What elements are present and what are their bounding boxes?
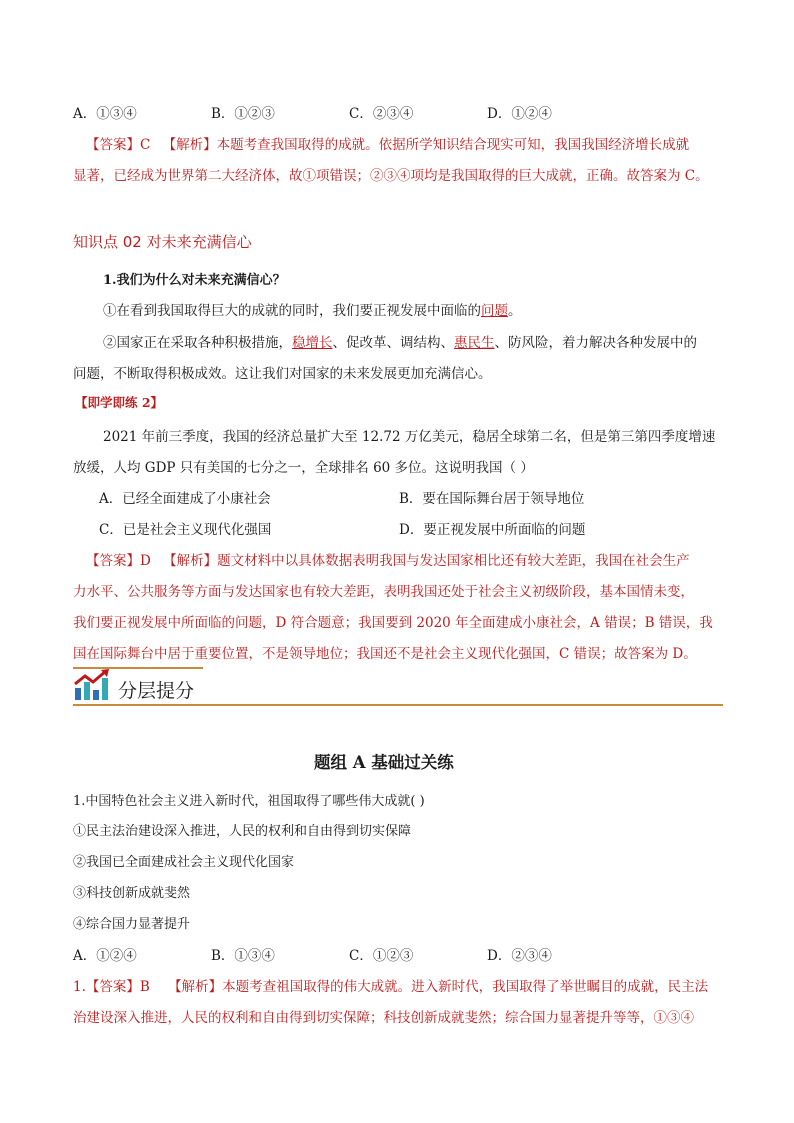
prev-answer-line2: 显著，已经成为世界第二大经济体，故①项错误；②③④项均是我国取得的巨大成就，正确。故答案为 C。 [73, 168, 709, 184]
group-a-item-3: ③科技创新成就斐然 [73, 886, 191, 901]
practice-answer-line4: 国在国际舞台中居于重要位置，不是领导地位；我国还不是社会主义现代化强国，C 错误；故答案为 D。 [73, 646, 697, 662]
group-a-item-4: ④综合国力显著提升 [73, 917, 191, 932]
practice-answer-line3: 我们要正视发展中所面临的问题，D 符合题意；我国要到 2020 年全面建成小康社会，A 错误；B 错误，我 [73, 615, 713, 631]
practice-option-b: B．要在国际舞台居于领导地位 [399, 491, 585, 507]
kp-point-2-text-a: ②国家正在采取各种积极措施， [103, 335, 292, 351]
group-a-q1-stem: 1.中国特色社会主义进入新时代，祖国取得了哪些伟大成就( ) [73, 794, 425, 809]
practice-option-d: D．要正视发展中所面临的问题 [399, 522, 586, 538]
option-c: C．①②③ [349, 948, 414, 964]
analysis-label: 【解析】 [162, 137, 217, 153]
analysis-label: 【解析】 [163, 553, 218, 569]
kp-point-1-end: 。 [508, 303, 522, 319]
group-a-item-2: ②我国已全面建成社会主义现代化国家 [73, 855, 295, 870]
option-d: D．②③④ [487, 948, 552, 964]
practice-label: 【即学即练 2】 [75, 395, 164, 410]
option-b: B．①②③ [211, 106, 275, 122]
practice-stem-line1: 2021 年前三季度，我国的经济总量扩大至 12.72 万亿美元，稳居全球第二名，但是第三第四季度增速 [103, 429, 716, 445]
practice-answer-line2: 力水平、公共服务等方面与发达国家也有较大差距，表明我国还处于社会主义初级阶段，基本国情未变， [73, 584, 694, 600]
option-b: B．①③④ [211, 948, 275, 964]
kp-point-1-text: ①在看到我国取得巨大的成就的同时，我们要正视发展中面临的 [103, 303, 481, 319]
analysis-text: 题文材料中以具体数据表明我国与发达国家相比还有较大差距，我国在社会生产 [217, 553, 690, 569]
growth-chart-icon [73, 668, 111, 702]
knowledge-point-title: 知识点 02 对未来充满信心 [73, 233, 252, 251]
answer-label: 【答案】B [85, 979, 150, 995]
kp-keyword-stable-growth: 稳增长 [292, 335, 333, 351]
kp-keyword-problem: 问题 [481, 303, 508, 319]
kp-point-2-text-c: 、防风险，着力解决各种发展中的 [494, 335, 697, 351]
kp-point-2-text-b: 、促改革、调结构、 [332, 335, 454, 351]
prev-question-options [73, 102, 552, 122]
group-a-title: 题组 A 基础过关练 [314, 753, 454, 772]
practice-option-c: C．已是社会主义现代化强国 [99, 522, 272, 538]
answer-number: 1. [73, 979, 86, 995]
analysis-text: 本题考查我国取得的成就。依据所学知识结合现实可知，我国我国经济增长成就 [216, 137, 690, 153]
group-a-answer-line1 [73, 975, 708, 995]
kp-point-1 [103, 299, 522, 319]
section-bottom-rule [73, 704, 723, 706]
analysis-text: 本题考查祖国取得的伟大成就。进入新时代，我国取得了举世瞩目的成就，民主法 [222, 979, 709, 995]
analysis-label: 【解析】 [168, 979, 223, 995]
section-title: 分层提分 [118, 680, 195, 702]
option-c: C．②③④ [349, 106, 414, 122]
option-a: A．①②④ [73, 948, 137, 964]
practice-option-a: A．已经全面建成了小康社会 [99, 491, 271, 507]
practice-stem-line2: 放缓，人均 GDP 只有美国的七分之一，全球排名 60 多位。这说明我国（ ） [73, 460, 534, 476]
group-a-item-1: ①民主法治建设深入推进，人民的权利和自由得到切实保障 [73, 824, 412, 839]
answer-label: 【答案】C [86, 137, 151, 153]
practice-answer-line1 [86, 549, 690, 569]
option-d: D．①②④ [487, 106, 552, 122]
kp-point-2-line2: 问题，不断取得积极成效。这让我们对国家的未来发展更加充满信心。 [73, 366, 492, 382]
kp-point-2-line1 [103, 331, 697, 351]
kp-keyword-livelihood: 惠民生 [454, 335, 495, 351]
option-a: A．①③④ [73, 106, 137, 122]
prev-answer-line1 [86, 133, 689, 153]
group-a-q1-options [73, 944, 552, 964]
answer-label: 【答案】D [86, 553, 151, 569]
group-a-answer-line2: 治建设深入推进，人民的权利和自由得到切实保障；科技创新成就斐然；综合国力显著提升等等，①③④ [73, 1010, 694, 1026]
kp-question-title: 1.我们为什么对未来充满信心？ [103, 273, 286, 288]
